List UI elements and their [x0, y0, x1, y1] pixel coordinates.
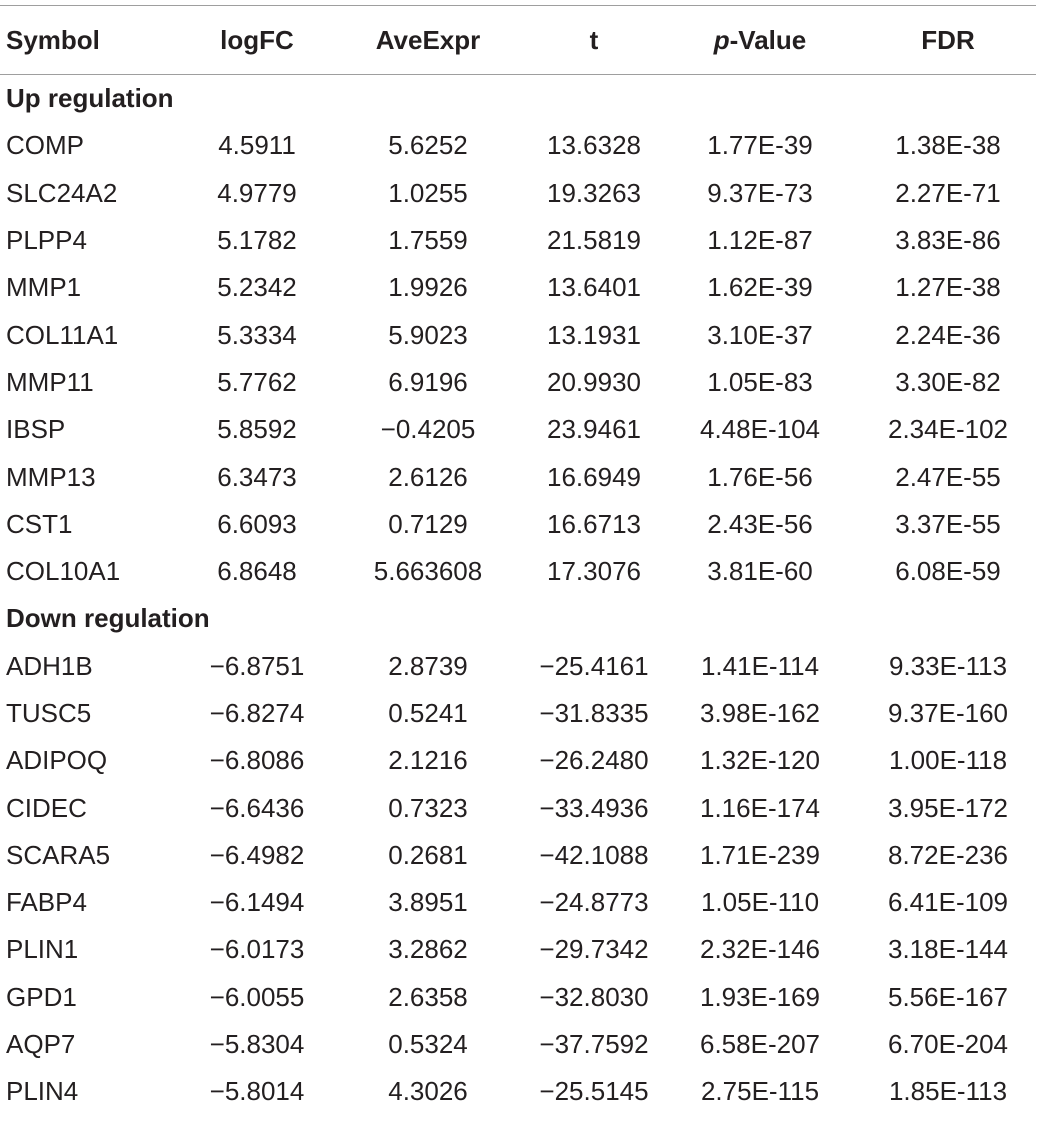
cell-symbol: MMP11 [6, 366, 94, 397]
cell-logfc: 5.1782 [217, 225, 297, 256]
cell-pvalue: 2.75E-115 [700, 1076, 820, 1107]
cell-t: 19.3263 [547, 177, 641, 208]
cell-t: 17.3076 [547, 556, 641, 587]
cell-symbol: PLIN1 [6, 934, 79, 965]
cell-fdr: 2.24E-36 [895, 319, 1001, 350]
header-t: t [589, 24, 599, 55]
cell-pvalue: 3.98E-162 [700, 698, 820, 728]
cell-symbol: ADIPOQ [6, 745, 108, 776]
up-regulation-rows [0, 122, 1036, 595]
cell-symbol: COL11A1 [6, 319, 119, 350]
cell-aveexpr: 2.6126 [388, 461, 468, 492]
cell-symbol: PLIN4 [6, 1076, 79, 1107]
cell-fdr: 1.00E-118 [888, 745, 1008, 776]
header-symbol: Symbol [6, 24, 100, 55]
cell-symbol: SLC24A2 [6, 177, 118, 208]
cell-logfc: −6.8751 [209, 650, 305, 681]
cell-t: 13.6328 [547, 130, 641, 161]
cell-logfc: 6.3473 [217, 461, 297, 492]
table-row [0, 784, 1036, 831]
header-aveexpr: AveExpr [375, 24, 481, 55]
cell-aveexpr: 5.9023 [388, 319, 468, 350]
cell-pvalue: 1.05E-110 [700, 887, 820, 918]
cell-pvalue: 1.16E-174 [700, 792, 820, 823]
table-row [0, 974, 1036, 1021]
cell-aveexpr: 0.5324 [388, 1029, 468, 1060]
table-row [0, 643, 1036, 690]
cell-fdr: 2.34E-102 [888, 414, 1008, 445]
table-row [0, 1068, 1036, 1115]
cell-t: −31.8335 [539, 698, 649, 728]
cell-symbol: COMP [6, 130, 84, 161]
table-row [0, 737, 1036, 784]
cell-t: 16.6713 [547, 508, 641, 539]
cell-pvalue: 1.76E-56 [707, 461, 813, 492]
cell-logfc: −6.1494 [209, 887, 305, 918]
cell-aveexpr: 5.6252 [388, 130, 468, 161]
cell-aveexpr: 2.1216 [388, 745, 468, 776]
cell-t: 21.5819 [547, 225, 641, 256]
table-header-row [0, 6, 1036, 74]
cell-aveexpr: 4.3026 [388, 1076, 468, 1107]
cell-fdr: 6.70E-204 [888, 1029, 1008, 1060]
cell-symbol: AQP7 [6, 1029, 76, 1060]
cell-logfc: −6.4982 [209, 839, 305, 870]
cell-symbol: COL10A1 [6, 556, 121, 587]
table-row [0, 264, 1036, 311]
cell-t: 16.6949 [547, 461, 641, 492]
cell-logfc: 6.6093 [217, 508, 297, 539]
cell-fdr: 3.37E-55 [895, 508, 1001, 539]
cell-pvalue: 1.77E-39 [707, 130, 813, 161]
cell-aveexpr: 0.7323 [388, 792, 468, 823]
table-row [0, 311, 1036, 358]
cell-symbol: FABP4 [6, 887, 87, 918]
cell-aveexpr: 2.8739 [388, 650, 468, 681]
cell-t: 13.1931 [547, 319, 641, 350]
section-up-regulation: Up regulation [6, 83, 174, 114]
table-row [0, 359, 1036, 406]
cell-aveexpr: −0.4205 [380, 414, 476, 445]
cell-t: 13.6401 [547, 272, 641, 303]
cell-symbol: CIDEC [6, 792, 87, 823]
table-row [0, 453, 1036, 500]
cell-fdr: 8.72E-236 [888, 839, 1008, 870]
cell-aveexpr: 3.8951 [388, 887, 468, 918]
table-row [0, 501, 1036, 548]
cell-aveexpr: 0.5241 [388, 698, 468, 728]
cell-fdr: 9.33E-113 [888, 650, 1008, 681]
cell-logfc: 4.5911 [218, 130, 296, 161]
cell-logfc: 5.7762 [217, 366, 297, 397]
cell-t: −25.4161 [539, 650, 649, 681]
cell-symbol: TUSC5 [6, 698, 92, 728]
cell-aveexpr: 6.9196 [388, 366, 468, 397]
cell-fdr: 3.95E-172 [888, 792, 1008, 823]
cell-t: −33.4936 [539, 792, 649, 823]
down-regulation-rows [0, 643, 1036, 1116]
cell-logfc: 5.2342 [217, 272, 297, 303]
cell-aveexpr: 5.663608 [373, 556, 483, 587]
cell-logfc: −5.8304 [209, 1029, 305, 1060]
table-row [0, 879, 1036, 926]
cell-t: −37.7592 [539, 1029, 649, 1060]
cell-pvalue: 1.32E-120 [700, 745, 820, 776]
cell-symbol: GPD1 [6, 981, 77, 1012]
header-pvalue-rest: -Value [729, 24, 807, 55]
cell-logfc: 4.9779 [217, 177, 297, 208]
cell-logfc: −6.8274 [209, 698, 305, 728]
cell-pvalue: 4.48E-104 [700, 414, 820, 445]
header-pvalue [660, 25, 860, 56]
cell-symbol: MMP13 [6, 461, 96, 492]
cell-pvalue: 1.41E-114 [700, 650, 820, 681]
cell-logfc: −5.8014 [209, 1076, 305, 1107]
cell-fdr: 3.30E-82 [895, 366, 1001, 397]
cell-pvalue: 1.62E-39 [707, 272, 813, 303]
cell-symbol: PLPP4 [6, 225, 87, 256]
cell-t: −29.7342 [539, 934, 649, 965]
cell-fdr: 6.41E-109 [888, 887, 1008, 918]
cell-pvalue: 3.10E-37 [707, 319, 813, 350]
cell-t: −32.8030 [539, 981, 649, 1012]
cell-logfc: −6.8086 [209, 745, 305, 776]
cell-logfc: −6.6436 [209, 792, 305, 823]
cell-fdr: 5.56E-167 [888, 981, 1008, 1012]
cell-t: 23.9461 [547, 414, 641, 445]
cell-t: −25.5145 [539, 1076, 649, 1107]
cell-logfc: −6.0055 [209, 981, 305, 1012]
header-fdr: FDR [921, 24, 975, 55]
cell-t: 20.9930 [547, 366, 641, 397]
table-row [0, 832, 1036, 879]
table-row [0, 217, 1036, 264]
cell-logfc: 5.3334 [217, 319, 297, 350]
cell-t: −42.1088 [539, 839, 649, 870]
header-logfc: logFC [220, 24, 294, 55]
cell-pvalue: 2.43E-56 [707, 508, 813, 539]
cell-fdr: 3.18E-144 [888, 934, 1008, 965]
cell-symbol: IBSP [6, 414, 66, 445]
cell-aveexpr: 2.6358 [388, 981, 468, 1012]
cell-t: −26.2480 [539, 745, 649, 776]
cell-fdr: 9.37E-160 [888, 698, 1008, 728]
cell-pvalue: 9.37E-73 [707, 177, 813, 208]
section-down-regulation: Down regulation [6, 603, 210, 634]
table-row [0, 926, 1036, 973]
cell-fdr: 6.08E-59 [895, 556, 1001, 587]
cell-pvalue: 1.71E-239 [700, 839, 820, 870]
cell-symbol: SCARA5 [6, 839, 111, 870]
cell-aveexpr: 0.7129 [388, 508, 468, 539]
cell-pvalue: 1.12E-87 [707, 225, 813, 256]
cell-aveexpr: 0.2681 [388, 839, 468, 870]
cell-symbol: CST1 [6, 508, 73, 539]
cell-fdr: 1.38E-38 [895, 130, 1001, 161]
cell-pvalue: 1.93E-169 [700, 981, 820, 1012]
table-row [0, 122, 1036, 169]
table-row [0, 406, 1036, 453]
header-pvalue-italic: p [713, 24, 730, 55]
table-row [0, 548, 1036, 595]
cell-logfc: 5.8592 [217, 414, 297, 445]
table-row [0, 1021, 1036, 1068]
cell-t: −24.8773 [539, 887, 649, 918]
cell-symbol: ADH1B [6, 650, 93, 681]
cell-aveexpr: 1.0255 [388, 177, 468, 208]
cell-symbol: MMP1 [6, 272, 82, 303]
cell-fdr: 1.85E-113 [888, 1076, 1008, 1107]
cell-logfc: −6.0173 [209, 934, 305, 965]
cell-logfc: 6.8648 [217, 556, 297, 587]
cell-pvalue: 6.58E-207 [700, 1029, 820, 1060]
cell-aveexpr: 1.9926 [388, 272, 468, 303]
table-row [0, 690, 1036, 737]
cell-aveexpr: 1.7559 [388, 225, 468, 256]
cell-fdr: 3.83E-86 [895, 225, 1001, 256]
cell-fdr: 1.27E-38 [895, 272, 1001, 303]
cell-fdr: 2.27E-71 [895, 177, 1001, 208]
cell-pvalue: 2.32E-146 [700, 934, 820, 965]
cell-aveexpr: 3.2862 [388, 934, 468, 965]
table-row [0, 170, 1036, 217]
cell-pvalue: 3.81E-60 [707, 556, 813, 587]
cell-pvalue: 1.05E-83 [707, 366, 813, 397]
cell-fdr: 2.47E-55 [895, 461, 1001, 492]
